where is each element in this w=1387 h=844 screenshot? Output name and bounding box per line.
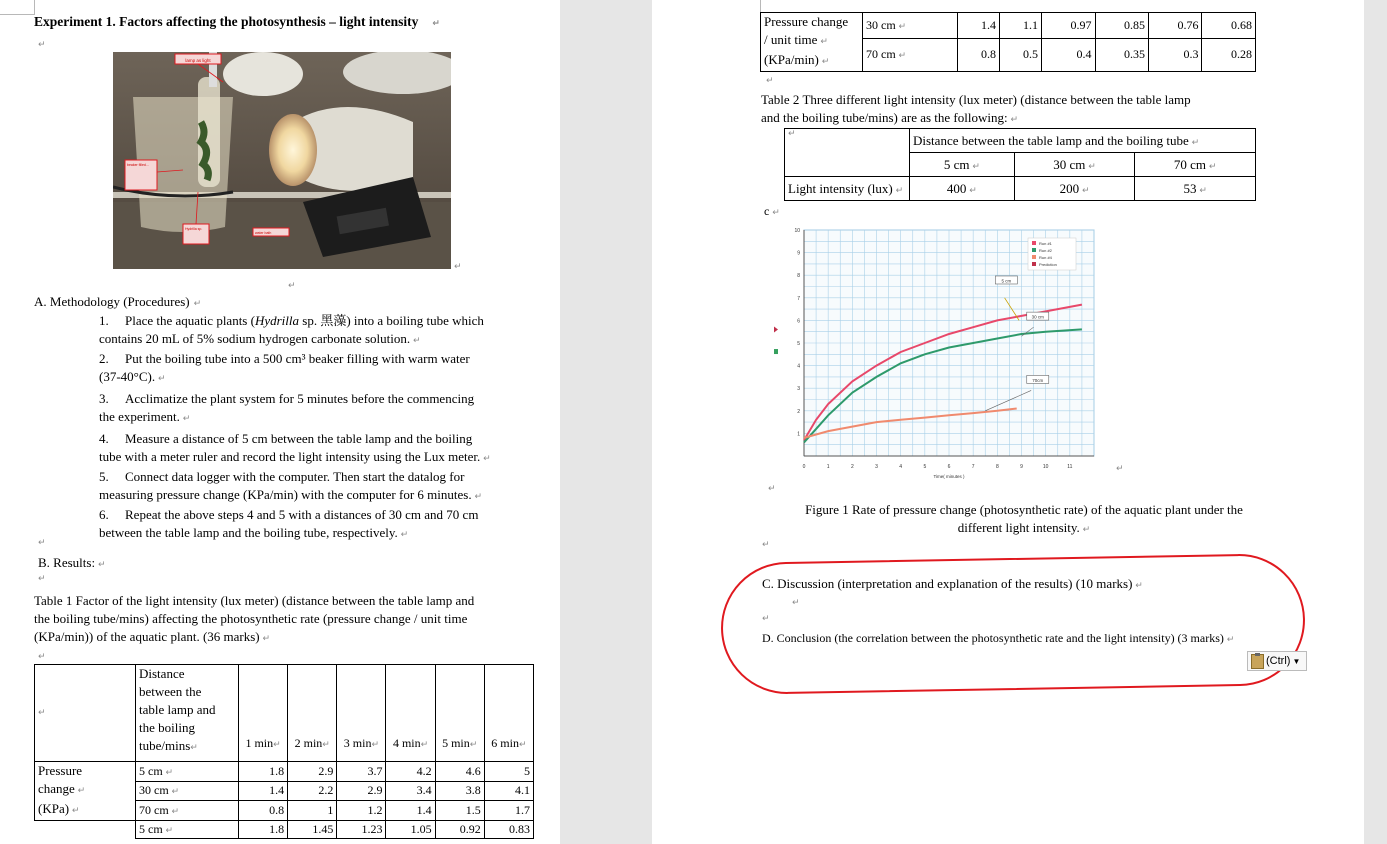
y-tick-label: 3 xyxy=(797,386,800,393)
pressure-change-chart xyxy=(768,222,1108,484)
paragraph-mark: ↵ xyxy=(1116,464,1124,474)
procedure-step: 6. Repeat the above steps 4 and 5 with a distances of 30 cm and 70 cm xyxy=(99,507,479,522)
table1-time-header: 5 min↵ xyxy=(435,665,484,762)
legend-label: Run #4 xyxy=(1039,255,1052,260)
crop-mark xyxy=(652,0,761,12)
table-row: 30 cm ↵ 1.4 2.2 2.9 3.4 3.8 4.1 xyxy=(35,781,534,801)
discussion-heading: C. Discussion (interpretation and explanation of the results) (10 marks) ↵ xyxy=(762,576,1143,591)
x-tick-label: 8 xyxy=(995,464,999,470)
legend-label: Run #2 xyxy=(1039,248,1052,253)
section-a-title: A. Methodology (Procedures) ↵ xyxy=(34,294,202,309)
y-tick-label: 10 xyxy=(794,228,800,234)
y-tick-label: 8 xyxy=(797,273,800,280)
legend-marker xyxy=(1032,255,1036,259)
table1-header-label: Distance between the table lamp and the boiling tube/mins↵ xyxy=(136,665,239,762)
table1-time-header: 3 min↵ xyxy=(337,665,386,762)
figure-caption: Figure 1 Rate of pressure change (photosynthetic rate) of the aquatic plant under the different light intensity. ↵ xyxy=(805,502,1243,535)
table1-continued xyxy=(760,12,1256,72)
table-row: Pressure change ↵ (KPa) ↵ 5 cm ↵ 1.8 2.9 3.7 4.2 4.6 5 xyxy=(35,762,534,782)
table-row: Pressure change / unit time ↵ (KPa/min) ↵ 30 cm ↵ 1.4 1.1 0.97 0.85 0.76 0.68 xyxy=(761,13,1256,39)
right-page xyxy=(652,0,1364,844)
y-tick-label: 9 xyxy=(797,250,800,257)
x-tick-label: 4 xyxy=(899,464,903,470)
table2: ↵ Distance between the table lamp and the boiling tube ↵ 5 cm ↵ 30 cm ↵ 70 cm ↵ Light intensity (lux) ↵ 400 ↵ 200 ↵ 53 ↵ xyxy=(784,128,1256,201)
x-tick-label: 0 xyxy=(802,464,806,470)
x-tick-label: 11 xyxy=(1067,464,1073,470)
x-tick-label: 9 xyxy=(1020,464,1023,470)
y-tick-label: 2 xyxy=(797,408,800,415)
crop-mark xyxy=(0,0,35,15)
table1-time-header: 1 min↵ xyxy=(239,665,288,762)
table1-time-header: 6 min↵ xyxy=(484,665,533,762)
table1-cont-label: Pressure change / unit time ↵ (KPa/min) ↵ xyxy=(761,13,863,72)
paragraph-mark: ↵ xyxy=(766,76,774,86)
x-tick-label: 1 xyxy=(826,464,830,470)
y-tick-label: 1 xyxy=(797,431,800,438)
table1: ↵ Distance between the table lamp and the boiling tube/mins↵ 1 min↵ 2 min↵ 3 min↵ 4 min↵ 5 min↵ 6 min↵ Pressure change ↵ (KPa) ↵ 5 cm ↵ 1.8 2.9 3.7 4.2 4.6 5 30 cm ↵ 1.4 2.2 2.9 3.4 3.8 4.1 70 cm ↵ 0.8 1 1.2 1.4 1.5 1.7 5 cm ↵ 1.8 1.45 1.23 1.05 0.92 0.83 xyxy=(34,664,534,839)
y-tick-label: 5 xyxy=(797,341,800,347)
paragraph-mark: ↵ xyxy=(38,652,46,662)
procedure-list: 1. Place the aquatic plants (Hydrilla sp. 黑藻) into a boiling tube which contains 20 mL of 5% sodium hydrogen carbonate solution. ↵ 2. Put the boiling tube into a 500 cm³ beaker filling with warm water (37-40°C). ↵ 3. Acclimatize the plant system for 5 minutes before the commencing the experiment. ↵ 4. Measure a distance of 5 cm between the table lamp and the boiling tube with a meter ruler and record the light intensity using the Lux meter. ↵ 5. Connect data logger with the computer. Then start the datalog for measuring pressure change (KPa/min) with the computer for 6 minutes. ↵ 6. Repeat the above steps 4 and 5 with a distances of 30 cm and 70 cm between the table lamp and the boiling tube, respectively. ↵ xyxy=(99,312,554,544)
legend-marker xyxy=(1032,241,1036,245)
scrollbar[interactable] xyxy=(1364,0,1387,844)
procedure-step: 1. Place the aquatic plants (Hydrilla sp. 黑藻) into a boiling tube which xyxy=(99,313,484,328)
paragraph-mark: ↵ xyxy=(454,262,462,272)
conclusion-heading: D. Conclusion (the correlation between the photosynthetic rate and the light intensity) (3 marks) ↵ xyxy=(762,631,1235,645)
paragraph-mark: ↵ xyxy=(762,614,770,624)
procedure-step: 2. Put the boiling tube into a 500 cm³ beaker filling with warm water xyxy=(99,351,470,366)
table1-row-group-label: Pressure change ↵ (KPa) ↵ xyxy=(35,762,136,821)
legend-marker xyxy=(1032,262,1036,266)
x-tick-label: 5 xyxy=(923,464,927,470)
left-page xyxy=(0,0,560,844)
experiment-photo xyxy=(113,52,451,269)
paragraph-mark: ↵ xyxy=(288,281,296,291)
table1-time-header: 2 min↵ xyxy=(288,665,337,762)
series-marker xyxy=(774,349,778,354)
chevron-down-icon: ▼ xyxy=(1292,656,1301,666)
table-row: 70 cm ↵ 0.8 0.5 0.4 0.35 0.3 0.28 xyxy=(761,38,1256,71)
annotation-label: 5 cm xyxy=(1001,278,1012,284)
x-tick-label: 10 xyxy=(1042,464,1049,470)
procedure-step: 4. Measure a distance of 5 cm between the table lamp and the boiling xyxy=(99,431,473,446)
photo-label-lamp: lamp as light xyxy=(185,58,211,63)
table-row: Light intensity (lux) ↵ 400 ↵ 200 ↵ 53 ↵ xyxy=(785,177,1256,201)
procedure-step: 3. Acclimatize the plant system for 5 minutes before the commencing xyxy=(99,391,475,406)
table2-caption: Table 2 Three different light intensity (lux meter) (distance between the table lamp and the boiling tube/mins) are as the following: ↵ xyxy=(761,92,1191,125)
legend-label: Run #1 xyxy=(1039,241,1052,246)
x-tick-label: 6 xyxy=(947,464,951,470)
c-marker: c ↵ xyxy=(764,204,780,218)
x-tick-label: 7 xyxy=(971,464,975,470)
annotation-label: 30 cm xyxy=(1031,314,1044,320)
photo-label-beaker: beaker filled... xyxy=(127,163,149,167)
paragraph-mark: ↵ xyxy=(38,40,46,50)
x-tick-label: 3 xyxy=(875,464,878,470)
paste-options-button[interactable] xyxy=(1247,651,1307,671)
table-row: 5 cm ↵ 1.8 1.45 1.23 1.05 0.92 0.83 xyxy=(35,821,534,839)
table1-caption: Table 1 Factor of the light intensity (lux meter) (distance between the table lamp and the boiling tube/mins) affecting the photosynthetic rate (pressure change / unit time (KPa/min)) of the aquatic plant. (36 marks) ↵ xyxy=(34,593,475,644)
photo-label-hydrilla: Hydrilla sp. xyxy=(185,227,203,231)
photo-label-waterbath: water bath xyxy=(255,231,272,235)
y-tick-label: 7 xyxy=(797,295,800,302)
section-b-title: B. Results: ↵ xyxy=(38,555,106,570)
experiment-heading: Experiment 1. Factors affecting the photosynthesis – light intensity ↵ xyxy=(34,14,440,29)
legend-label: Prediction xyxy=(1039,262,1057,267)
paragraph-mark: ↵ xyxy=(38,538,46,548)
red-ink-annotation xyxy=(720,553,1306,695)
paragraph-mark: ↵ xyxy=(762,540,770,550)
table2-group-header: Distance between the table lamp and the boiling tube ↵ xyxy=(910,129,1256,153)
table1-time-header: 4 min↵ xyxy=(386,665,435,762)
annotation-label: 70cm xyxy=(1032,377,1044,383)
paragraph-mark: ↵ xyxy=(768,484,776,494)
legend-marker xyxy=(1032,248,1036,252)
table-row: 70 cm ↵ 0.8 1 1.2 1.4 1.5 1.7 xyxy=(35,801,534,821)
clipboard-icon xyxy=(1251,654,1264,669)
x-tick-label: 2 xyxy=(850,464,854,470)
x-axis-label: Time( minutes ) xyxy=(933,474,965,479)
paragraph-mark: ↵ xyxy=(792,598,800,608)
y-tick-label: 4 xyxy=(797,363,800,370)
paragraph-mark: ↵ xyxy=(38,574,46,584)
paste-options-label: (Ctrl) xyxy=(1266,655,1291,667)
y-tick-label: 6 xyxy=(797,318,800,325)
procedure-step: 5. Connect data logger with the computer. Then start the datalog for xyxy=(99,469,465,484)
